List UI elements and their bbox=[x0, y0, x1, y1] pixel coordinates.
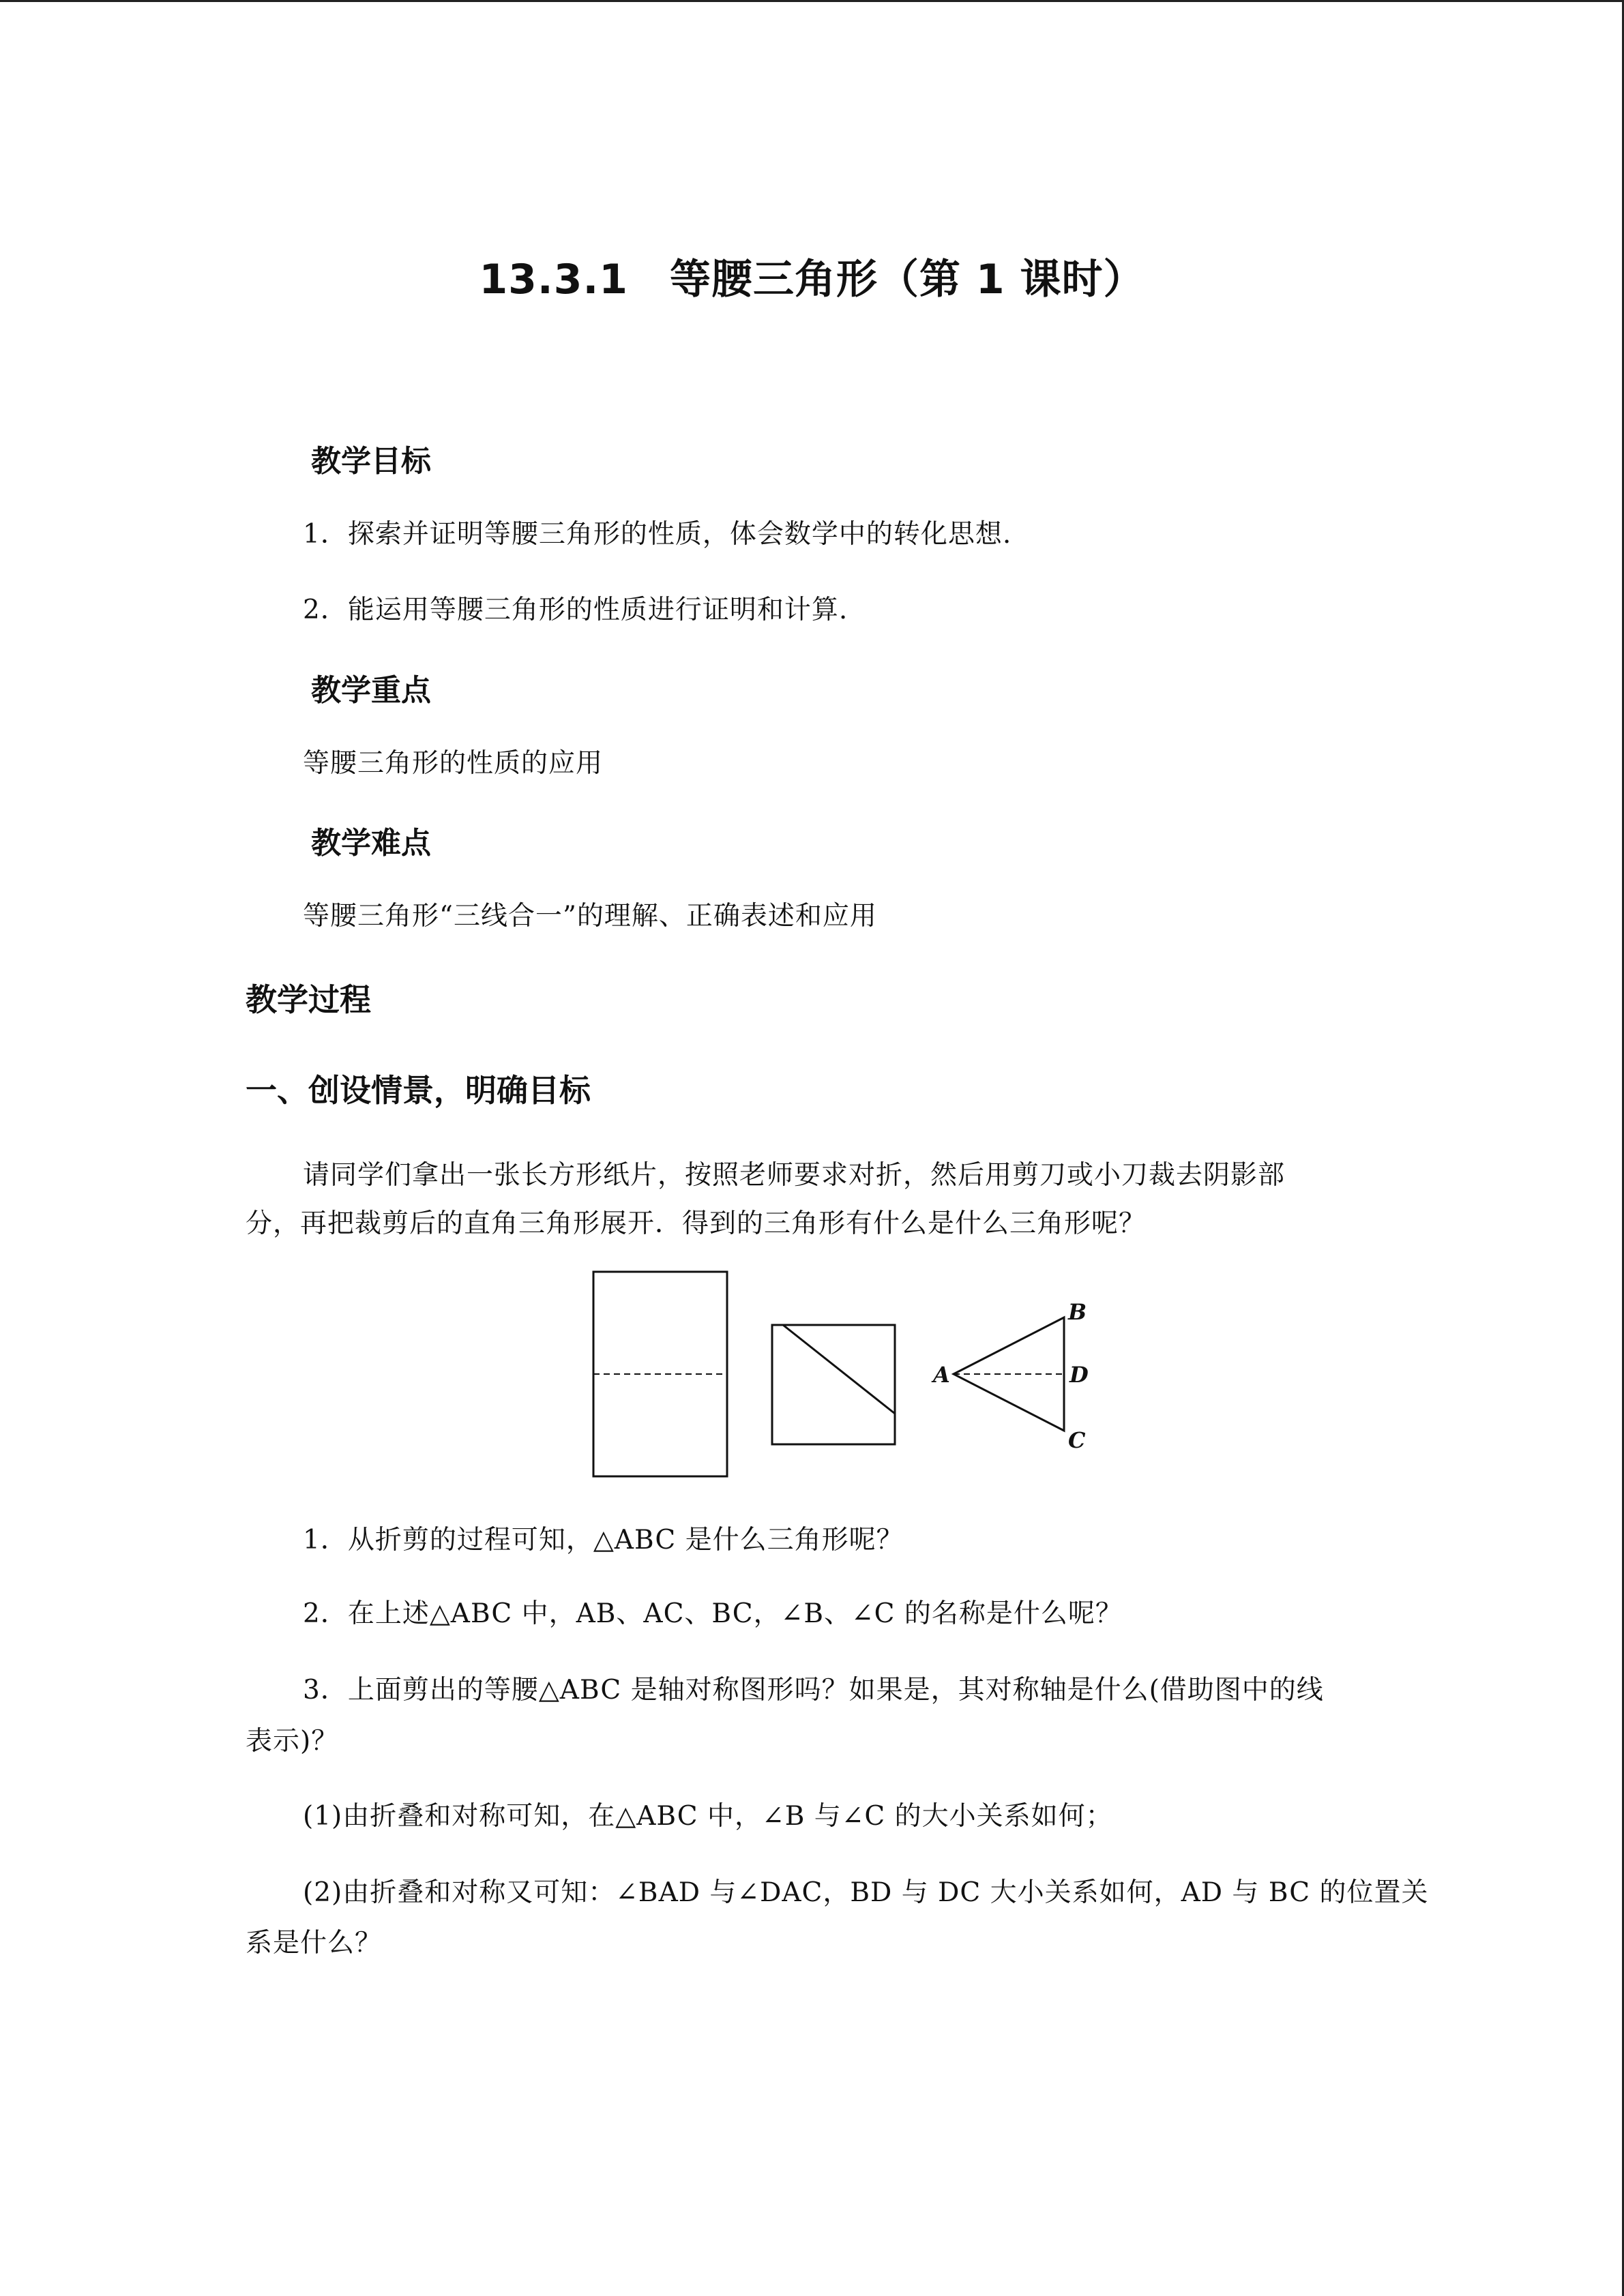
key-points-heading: 教学重点 bbox=[311, 673, 431, 708]
label-a: A bbox=[933, 1362, 950, 1388]
objective-item-2: 2．能运用等腰三角形的性质进行证明和计算. bbox=[303, 595, 848, 625]
page-title: 13.3.1 等腰三角形（第 1 课时） bbox=[479, 256, 1145, 303]
page-border-top bbox=[0, 0, 1624, 2]
question-1: 1．从折剪的过程可知，△ABC 是什么三角形呢？ bbox=[303, 1525, 904, 1555]
label-c: C bbox=[1068, 1427, 1086, 1453]
objectives-heading: 教学目标 bbox=[311, 444, 431, 479]
folding-figure bbox=[587, 1265, 1105, 1483]
cut-diagonal bbox=[783, 1325, 895, 1414]
folded-square bbox=[772, 1325, 895, 1444]
intro-line-1: 请同学们拿出一张长方形纸片，按照老师要求对折，然后用剪刀或小刀裁去阴影部 bbox=[303, 1160, 1286, 1191]
question-2: 2．在上述△ABC 中，AB、AC、BC，∠B、∠C 的名称是什么呢？ bbox=[303, 1598, 1123, 1629]
sub-question-1: (1)由折叠和对称可知，在△ABC 中，∠B 与∠C 的大小关系如何； bbox=[303, 1801, 1113, 1832]
sub-question-2-line-2: 系是什么？ bbox=[246, 1928, 383, 1958]
question-3-line-2: 表示)？ bbox=[246, 1726, 339, 1757]
section1-heading: 一、创设情景，明确目标 bbox=[246, 1072, 591, 1109]
label-d: D bbox=[1069, 1362, 1089, 1388]
objective-item-1: 1．探索并证明等腰三角形的性质，体会数学中的转化思想. bbox=[303, 519, 1012, 550]
intro-line-2: 分，再把裁剪后的直角三角形展开．得到的三角形有什么是什么三角形呢？ bbox=[246, 1208, 1147, 1239]
sub-question-2-line-1: (2)由折叠和对称又可知：∠BAD 与∠DAC，BD 与 DC 大小关系如何，AD 与 BC 的位置关 bbox=[303, 1877, 1429, 1908]
key-points-text: 等腰三角形的性质的应用 bbox=[303, 748, 604, 779]
difficulties-heading: 教学难点 bbox=[311, 826, 431, 861]
label-b: B bbox=[1068, 1299, 1087, 1325]
process-heading: 教学过程 bbox=[246, 981, 371, 1018]
difficulties-text: 等腰三角形“三线合一”的理解、正确表述和应用 bbox=[303, 901, 877, 931]
question-3-line-1: 3．上面剪出的等腰△ABC 是轴对称图形吗？如果是，其对称轴是什么(借助图中的线 bbox=[303, 1675, 1324, 1705]
